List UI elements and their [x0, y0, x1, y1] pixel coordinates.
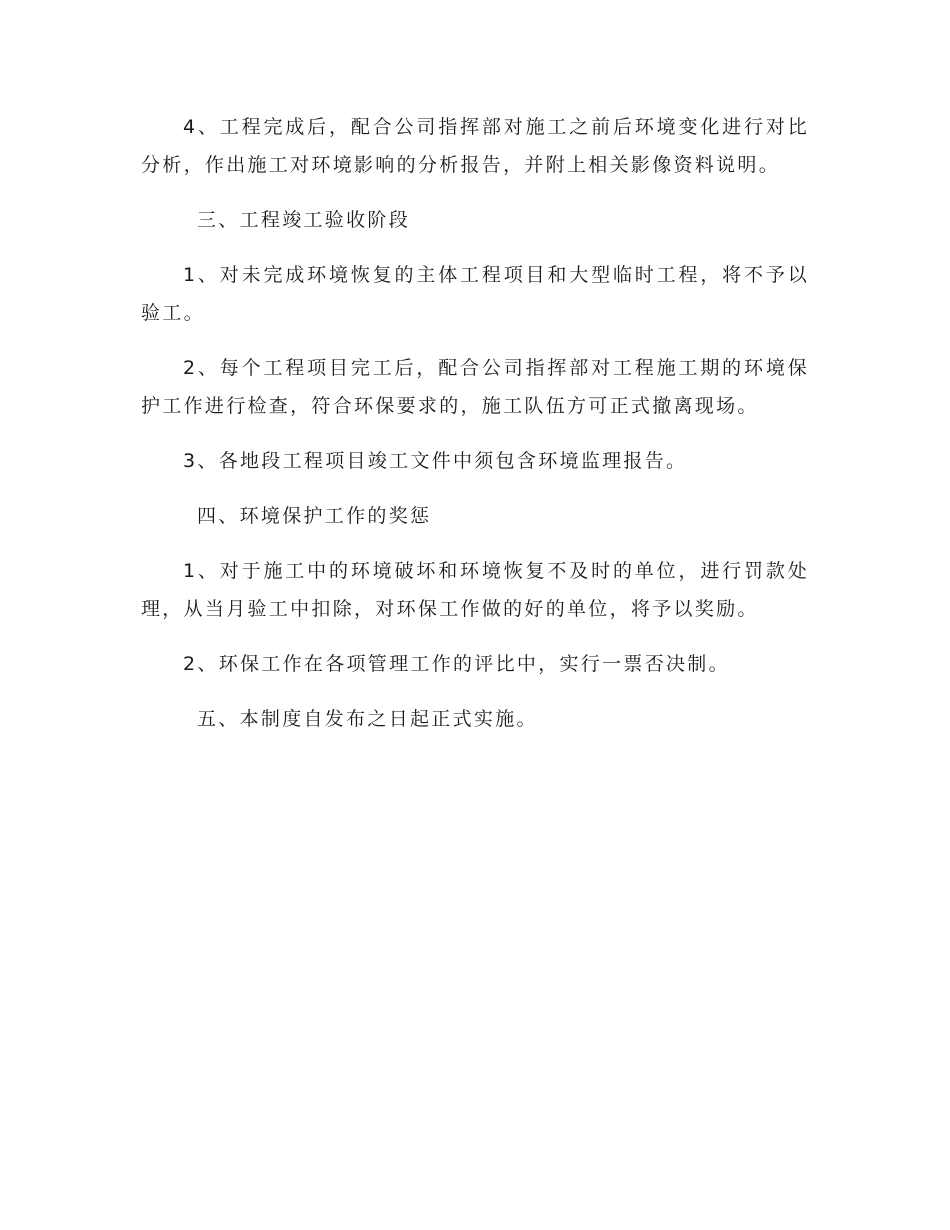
paragraph-1-no-acceptance: 1、对未完成环境恢复的主体工程项目和大型临时工程，将不予以验工。 — [141, 264, 809, 324]
paragraph-4-project-completion: 4、工程完成后，配合公司指挥部对施工之前后环境变化进行对比分析，作出施工对环境影响的分析报告，并附上相关影像资料说明。 — [141, 116, 809, 176]
paragraph-3-completion-documents: 3、各地段工程项目竣工文件中须包含环境监理报告。 — [183, 450, 688, 472]
section-heading-rewards-penalties: 四、环境保护工作的奖惩 — [197, 505, 432, 527]
section-heading-effective-date: 五、本制度自发布之日起正式实施。 — [197, 708, 538, 730]
paragraph-2-one-vote-veto: 2、环保工作在各项管理工作的评比中，实行一票否决制。 — [183, 653, 730, 675]
paragraph-1-fines-rewards: 1、对于施工中的环境破坏和环境恢复不及时的单位，进行罚款处理，从当月验工中扣除，对环保工作做的好的单位，将予以奖励。 — [141, 560, 809, 620]
paragraph-2-inspection: 2、每个工程项目完工后，配合公司指挥部对工程施工期的环境保护工作进行检查，符合环保要求的，施工队伍方可正式撤离现场。 — [141, 357, 809, 417]
section-heading-acceptance-stage: 三、工程竣工验收阶段 — [197, 209, 411, 231]
document-body — [141, 108, 809, 755]
